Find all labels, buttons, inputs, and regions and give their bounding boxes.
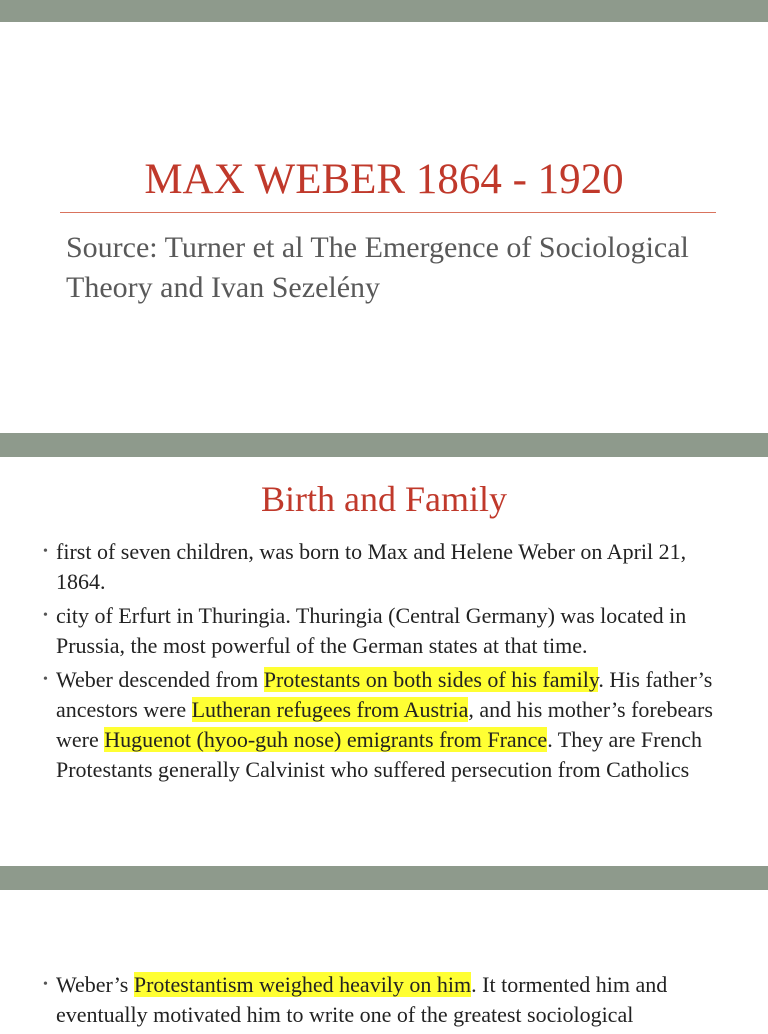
title-underline bbox=[60, 212, 716, 213]
bullet-text-part: . His father’s ancestors were bbox=[56, 667, 713, 722]
bullet-text-part: , and his mother’s forebears were bbox=[56, 697, 713, 752]
bullet-text: city of Erfurt in Thuringia. Thuringia (Central Germany) was located in Prussia, the most powerful of the German states at that time. bbox=[56, 603, 687, 658]
bullet-text-part: . It tormented him and eventually motivated him to write one of the greatest sociological bbox=[56, 972, 668, 1027]
bullet-dot: • bbox=[43, 672, 48, 687]
slide-divider-1 bbox=[0, 433, 768, 457]
bullet-item bbox=[0, 665, 768, 785]
slide-divider-2 bbox=[0, 866, 768, 890]
presentation-subtitle: Source: Turner et al The Emergence of Sociological Theory and Ivan Sezelény bbox=[66, 231, 689, 304]
slide-divider-top bbox=[0, 0, 768, 22]
highlighted-text: Protestantism weighed heavily on him bbox=[133, 972, 472, 997]
bullet-dot: • bbox=[43, 977, 48, 992]
bullet-item bbox=[0, 601, 768, 661]
bullet-item bbox=[0, 537, 768, 597]
highlighted-text: Lutheran refugees from Austria bbox=[191, 697, 469, 722]
bullet-list bbox=[0, 970, 768, 1034]
slide-title-birth-family: Birth and Family bbox=[261, 479, 507, 519]
bullet-list bbox=[0, 537, 768, 789]
highlighted-text: Protestants on both sides of his family bbox=[263, 667, 599, 692]
bullet-dot: • bbox=[43, 608, 48, 623]
bullet-text-part: Weber’s bbox=[56, 972, 134, 997]
bullet-text-part: Weber descended from bbox=[56, 667, 264, 692]
presentation-title: MAX WEBER 1864 - 1920 bbox=[144, 156, 624, 203]
highlighted-text: Huguenot (hyoo-guh nose) emigrants from France bbox=[104, 727, 548, 752]
bullet-item bbox=[0, 970, 768, 1030]
bullet-dot: • bbox=[43, 544, 48, 559]
bullet-text: first of seven children, was born to Max and Helene Weber on April 21, 1864. bbox=[56, 539, 687, 594]
bullet-text-part: . They are French Protestants generally Calvinist who suffered persecution from Catholics bbox=[56, 727, 702, 782]
